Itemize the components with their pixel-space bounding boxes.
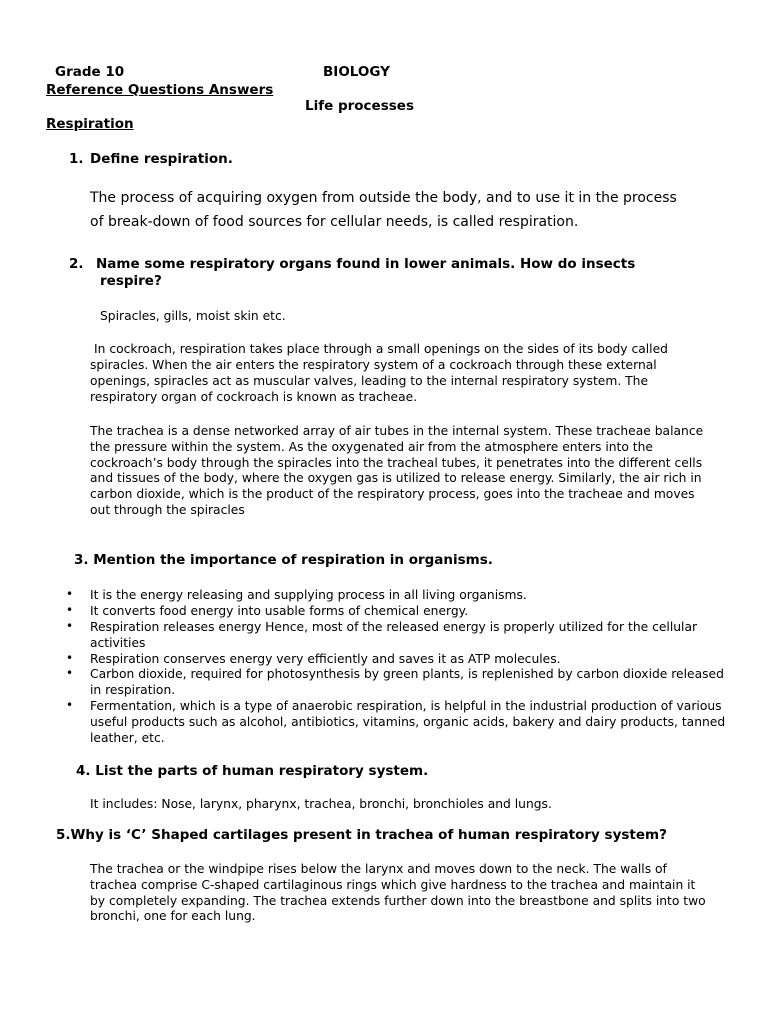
q2-title-line2: respire? (100, 273, 162, 289)
q1-title: Define respiration. (90, 151, 233, 167)
list-item: Respiration releases energy Hence, most of the released energy is properly utilized for the cellular activities (90, 620, 698, 650)
q5-title: 5.Why is ‘C’ Shaped cartilages present in trachea of human respiratory system? (56, 827, 667, 843)
q2-para2-line4: and tissues of the body, where the oxygen gas is utilized to release energy. Similarly, the air rich in (90, 471, 702, 485)
grade-label: Grade 10 (55, 64, 125, 80)
q1-number: 1. (69, 151, 84, 167)
q4-title: 4. List the parts of human respiratory system. (76, 763, 429, 779)
q1-answer-line1: The process of acquiring oxygen from outside the body, and to use it in the process (90, 190, 677, 206)
list-item: Fermentation, which is a type of anaerobic respiration, is helpful in the industrial production of various useful products such as alcohol, antibiotics, vitamins, organic acids, bakery and dairy products, tanned leather, etc. (90, 699, 726, 745)
q2-title-line1: Name some respiratory organs found in lower animals. How do insects (96, 256, 636, 272)
bullet-icon: • (66, 619, 74, 633)
q2-answer-short: Spiracles, gills, moist skin etc. (100, 309, 286, 323)
list-item: Respiration conserves energy very efficiently and saves it as ATP molecules. (90, 652, 561, 666)
q2-para1-line1: In cockroach, respiration takes place through a small openings on the sides of its body called (94, 342, 668, 356)
q2-para2-line3: cockroach’s body through the spiracles into the tracheal tubes, it penetrates into the different cells (90, 456, 703, 470)
q5-para-line4: bronchi, one for each lung. (90, 909, 256, 923)
q2-para1-line3: openings, spiracles act as muscular valves, leading to the internal respiratory system. The (90, 374, 649, 388)
q4-answer: It includes: Nose, larynx, pharynx, trachea, bronchi, bronchioles and lungs. (90, 797, 552, 811)
q5-para-line1: The trachea or the windpipe rises below the larynx and moves down to the neck. The walls of (90, 862, 667, 876)
q5-para-line2: trachea comprise C-shaped cartilaginous rings which give hardness to the trachea and maintain it (90, 878, 696, 892)
q2-para1-line2: spiracles. When the air enters the respiratory system of a cockroach through these external (90, 358, 657, 372)
bullet-icon: • (66, 587, 74, 601)
q2-para2-line6: out through the spiracles (90, 503, 245, 517)
q1-answer-line2: of break-down of food sources for cellular needs, is called respiration. (90, 214, 579, 230)
reference-title: Reference Questions Answers (46, 82, 274, 98)
q2-para2-line1: The trachea is a dense networked array of air tubes in the internal system. These tracheae balance (90, 424, 704, 438)
list-item: It is the energy releasing and supplying process in all living organisms. (90, 588, 527, 602)
q2-para2-line5: carbon dioxide, which is the product of the respiratory process, goes into the tracheae and moves (90, 487, 695, 501)
topic-title: Life processes (305, 98, 414, 114)
subject-label: BIOLOGY (323, 64, 390, 80)
list-item: It converts food energy into usable forms of chemical energy. (90, 604, 469, 618)
q2-number: 2. (69, 256, 84, 272)
q3-title: 3. Mention the importance of respiration in organisms. (74, 552, 493, 568)
q5-para-line3: by completely expanding. The trachea extends further down into the breastbone and splits into two (90, 894, 706, 908)
bullet-icon: • (66, 603, 74, 617)
q2-para2-line2: the pressure within the system. As the oxygenated air from the atmosphere enters into the (90, 440, 653, 454)
bullet-icon: • (66, 698, 74, 712)
bullet-icon: • (66, 666, 74, 680)
list-item: Carbon dioxide, required for photosynthesis by green plants, is replenished by carbon dioxide released in respiration. (90, 667, 724, 697)
q2-para1-line4: respiratory organ of cockroach is known as tracheae. (90, 390, 418, 404)
section-title: Respiration (46, 116, 134, 132)
bullet-icon: • (66, 651, 74, 665)
